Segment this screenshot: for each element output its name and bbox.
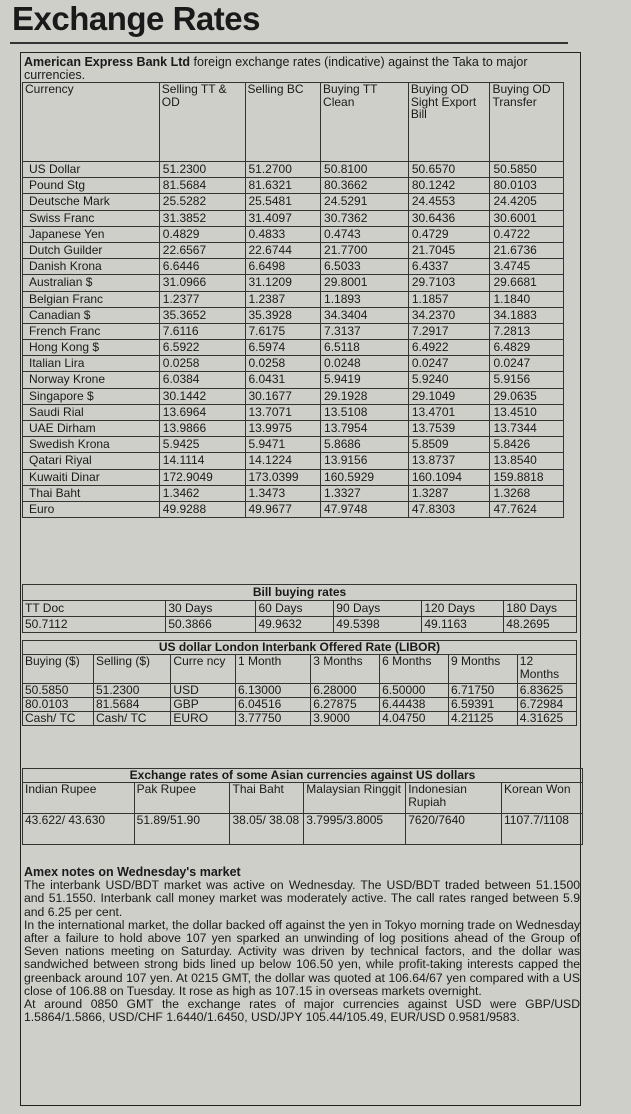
currency-name: UAE Dirham: [23, 421, 160, 437]
rate-value: 22.6744: [245, 242, 321, 258]
main-rates-table: [22, 82, 564, 518]
rate-value: 50.5850: [490, 162, 564, 178]
rate-value: 173.0399: [245, 469, 321, 485]
bank-name: American Express Bank Ltd: [24, 55, 191, 69]
rate-value: 51.2700: [245, 162, 321, 178]
bill-header: 60 Days: [256, 601, 334, 617]
bill-header: 180 Days: [504, 601, 577, 617]
libor-header: 3 Months: [311, 655, 380, 684]
rate-value: 13.7954: [321, 421, 409, 437]
rate-value: 13.4701: [408, 404, 490, 420]
rate-value: 34.2370: [408, 307, 490, 323]
notes-paragraph: At around 0850 GMT the exchange rates of major currencies against USD were GBP/USD 1.5864/1.5866, USD/CHF 1.6440/1.6450, USD/JPY 105.44/105.49, EUR/USD 0.9581/9583.: [24, 997, 580, 1025]
libor-header: 9 Months: [448, 655, 517, 684]
table-caption: [24, 56, 564, 82]
currency-name: Swiss Franc: [23, 210, 160, 226]
rate-value: 0.0258: [159, 356, 245, 372]
asian-header: Korean Won: [502, 783, 583, 814]
bill-buying-table: [22, 584, 577, 633]
currency-row: [23, 178, 564, 194]
asian-value: 3.7995/3.8005: [304, 814, 406, 845]
rate-value: 30.7362: [321, 210, 409, 226]
libor-header-row: [23, 655, 577, 684]
rate-value: 50.8100: [321, 162, 409, 178]
rate-value: 5.8686: [321, 437, 409, 453]
rate-value: 6.0384: [159, 372, 245, 388]
bill-header: 30 Days: [166, 601, 256, 617]
header-currency: Currency: [23, 83, 160, 162]
libor-value: 81.5684: [93, 698, 170, 712]
currency-name: Norway Krone: [23, 372, 160, 388]
currency-name: US Dollar: [23, 162, 160, 178]
libor-value: 6.50000: [380, 684, 449, 698]
libor-row: [23, 698, 577, 712]
rate-value: 49.9288: [159, 501, 245, 517]
bill-value: 50.7112: [23, 617, 166, 633]
currency-name: Dutch Guilder: [23, 242, 160, 258]
rate-value: 0.4743: [321, 226, 409, 242]
libor-value: 6.59391: [448, 698, 517, 712]
currency-row: [23, 194, 564, 210]
rate-value: 14.1224: [245, 453, 321, 469]
rate-value: 0.0247: [490, 356, 564, 372]
title-rule: [10, 42, 568, 44]
header-buying-od-transfer: Buying OD Transfer: [490, 83, 564, 162]
currency-name: Deutsche Mark: [23, 194, 160, 210]
rate-value: 80.0103: [490, 178, 564, 194]
rate-value: 5.9240: [408, 372, 490, 388]
rate-value: 1.2387: [245, 291, 321, 307]
bill-value: 50.3866: [166, 617, 256, 633]
bill-header-row: [23, 601, 577, 617]
rate-value: 25.5481: [245, 194, 321, 210]
rate-value: 49.9677: [245, 501, 321, 517]
libor-header: Selling ($): [93, 655, 170, 684]
rate-value: 6.5974: [245, 340, 321, 356]
rate-value: 5.9156: [490, 372, 564, 388]
rate-value: 7.2813: [490, 323, 564, 339]
rate-value: 1.1893: [321, 291, 409, 307]
currency-row: [23, 485, 564, 501]
currency-row: [23, 307, 564, 323]
rate-value: 0.0247: [408, 356, 490, 372]
rate-value: 31.0966: [159, 275, 245, 291]
rate-value: 31.3852: [159, 210, 245, 226]
currency-row: [23, 404, 564, 420]
currency-name: Euro: [23, 501, 160, 517]
asian-rates-table: [22, 768, 583, 845]
rate-value: 160.5929: [321, 469, 409, 485]
currency-name: Swedish Krona: [23, 437, 160, 453]
rate-value: 80.3662: [321, 178, 409, 194]
currency-name: Belgian Franc: [23, 291, 160, 307]
currency-row: [23, 275, 564, 291]
rate-value: 13.7344: [490, 421, 564, 437]
bill-value: 49.9632: [256, 617, 334, 633]
rate-value: 6.4922: [408, 340, 490, 356]
notes-title: Amex notes on Wednesday's market: [24, 865, 241, 879]
asian-value: 51.89/51.90: [134, 814, 230, 845]
asian-header: Thai Baht: [230, 783, 304, 814]
currency-row: [23, 226, 564, 242]
currency-row: [23, 437, 564, 453]
rate-value: 5.9471: [245, 437, 321, 453]
libor-value: 6.04516: [235, 698, 310, 712]
rate-value: 31.1209: [245, 275, 321, 291]
rate-value: 21.6736: [490, 242, 564, 258]
rate-value: 47.7624: [490, 501, 564, 517]
currency-name: Qatari Riyal: [23, 453, 160, 469]
libor-header: 6 Months: [380, 655, 449, 684]
currency-row: [23, 421, 564, 437]
libor-table: [22, 640, 577, 726]
currency-name: Thai Baht: [23, 485, 160, 501]
rate-value: 6.5033: [321, 259, 409, 275]
libor-header: 12 Months: [517, 655, 576, 684]
rate-value: 13.5108: [321, 404, 409, 420]
bill-buying-title: Bill buying rates: [23, 585, 577, 601]
currency-row: [23, 453, 564, 469]
asian-value-row: [23, 814, 583, 845]
rate-value: 29.1928: [321, 388, 409, 404]
currency-row: [23, 162, 564, 178]
bill-value: 48.2695: [504, 617, 577, 633]
currency-name: Danish Krona: [23, 259, 160, 275]
libor-value: 51.2300: [93, 684, 170, 698]
main-header-row: [23, 83, 564, 162]
rate-value: 35.3652: [159, 307, 245, 323]
libor-value: EURO: [171, 712, 236, 726]
rate-value: 1.3462: [159, 485, 245, 501]
libor-value: 6.28000: [311, 684, 380, 698]
libor-header: Buying ($): [23, 655, 94, 684]
caption-text: foreign exchange rates (indicative) against the Taka to major currencies.: [24, 55, 528, 82]
rate-value: 29.0635: [490, 388, 564, 404]
rate-value: 0.4833: [245, 226, 321, 242]
asian-value: 7620/7640: [406, 814, 502, 845]
rate-value: 7.6116: [159, 323, 245, 339]
currency-row: [23, 242, 564, 258]
asian-value: 1107.7/1108: [502, 814, 583, 845]
libor-value: 6.27875: [311, 698, 380, 712]
libor-row: [23, 712, 577, 726]
rate-value: 34.3404: [321, 307, 409, 323]
currency-name: Saudi Rial: [23, 404, 160, 420]
rate-value: 30.1677: [245, 388, 321, 404]
rate-value: 13.4510: [490, 404, 564, 420]
libor-value: USD: [171, 684, 236, 698]
libor-value: 3.77750: [235, 712, 310, 726]
rate-value: 14.1114: [159, 453, 245, 469]
rate-value: 6.6498: [245, 259, 321, 275]
rate-value: 1.1840: [490, 291, 564, 307]
rate-value: 13.7539: [408, 421, 490, 437]
rate-value: 35.3928: [245, 307, 321, 323]
rate-value: 159.8818: [490, 469, 564, 485]
rate-value: 29.6681: [490, 275, 564, 291]
currency-row: [23, 259, 564, 275]
bill-header: TT Doc: [23, 601, 166, 617]
currency-row: [23, 210, 564, 226]
libor-value: 4.31625: [517, 712, 576, 726]
currency-row: [23, 340, 564, 356]
notes-paragraph: In the international market, the dollar backed off against the yen in Tokyo morning trade on Wednesday after a failure to hold above 107 yen sparked an unwinding of log positions ahead of the Group of Seven nations meeting on Saturday. Activity was driven by technical factors, and the dollar was sandwiched between strong bids lined up below 106.50 yen, while profit-taking interests capped the greenback around 107 yen. At 0215 GMT, the dollar was quoted at 106.64/67 yen compared with a US close of 106.88 on Tuesday. It rose as high as 107.15 in overseas markets overnight.: [24, 917, 580, 998]
libor-value: 3.9000: [311, 712, 380, 726]
rate-value: 13.6964: [159, 404, 245, 420]
asian-header: Indonesian Rupiah: [406, 783, 502, 814]
bill-header: 90 Days: [334, 601, 422, 617]
rate-value: 5.8426: [490, 437, 564, 453]
rate-value: 24.5291: [321, 194, 409, 210]
rate-value: 0.0258: [245, 356, 321, 372]
libor-value: 6.71750: [448, 684, 517, 698]
rate-value: 29.8001: [321, 275, 409, 291]
header-buying-tt-clean: Buying TT Clean: [321, 83, 409, 162]
libor-value: GBP: [171, 698, 236, 712]
rate-value: 7.6175: [245, 323, 321, 339]
rate-value: 6.5118: [321, 340, 409, 356]
rate-value: 22.6567: [159, 242, 245, 258]
currency-name: Pound Stg: [23, 178, 160, 194]
rate-value: 13.9156: [321, 453, 409, 469]
libor-value: 50.5850: [23, 684, 94, 698]
libor-value: 6.44438: [380, 698, 449, 712]
asian-header: Indian Rupee: [23, 783, 135, 814]
currency-name: Kuwaiti Dinar: [23, 469, 160, 485]
bill-value: 49.1163: [422, 617, 504, 633]
rate-value: 30.1442: [159, 388, 245, 404]
libor-value: 6.13000: [235, 684, 310, 698]
rate-value: 5.8509: [408, 437, 490, 453]
currency-row: [23, 323, 564, 339]
notes-paragraph: The interbank USD/BDT market was active on Wednesday. The USD/BDT traded between 51.1500 and 51.1550. Interbank call money market was moderately active. The call rates ranged between 5.9 and 6.25 per cent.: [24, 878, 580, 919]
asian-value: 43.622/ 43.630: [23, 814, 135, 845]
currency-name: Italian Lira: [23, 356, 160, 372]
rate-value: 24.4553: [408, 194, 490, 210]
asian-value: 38.05/ 38.08: [230, 814, 304, 845]
bill-value: 49.5398: [334, 617, 422, 633]
libor-value: 4.21125: [448, 712, 517, 726]
currency-row: [23, 356, 564, 372]
currency-name: Hong Kong $: [23, 340, 160, 356]
rate-value: 6.6446: [159, 259, 245, 275]
libor-value: Cash/ TC: [23, 712, 94, 726]
rate-value: 31.4097: [245, 210, 321, 226]
libor-value: Cash/ TC: [93, 712, 170, 726]
rate-value: 80.1242: [408, 178, 490, 194]
rate-value: 13.8540: [490, 453, 564, 469]
currency-row: [23, 388, 564, 404]
rate-value: 5.9425: [159, 437, 245, 453]
header-buying-od-sight: Buying OD Sight Export Bill: [408, 83, 490, 162]
asian-header: Malaysian Ringgit: [304, 783, 406, 814]
rate-value: 172.9049: [159, 469, 245, 485]
libor-header: 1 Month: [235, 655, 310, 684]
rate-value: 13.8737: [408, 453, 490, 469]
currency-name: French Franc: [23, 323, 160, 339]
rate-value: 0.4829: [159, 226, 245, 242]
rate-value: 6.4829: [490, 340, 564, 356]
currency-name: Canadian $: [23, 307, 160, 323]
rate-value: 29.7103: [408, 275, 490, 291]
rate-value: 50.6570: [408, 162, 490, 178]
rate-value: 1.3268: [490, 485, 564, 501]
rate-value: 3.4745: [490, 259, 564, 275]
rate-value: 81.6321: [245, 178, 321, 194]
asian-header-row: [23, 783, 583, 814]
rate-value: 34.1883: [490, 307, 564, 323]
rate-value: 13.7071: [245, 404, 321, 420]
rate-value: 47.9748: [321, 501, 409, 517]
rate-value: 30.6001: [490, 210, 564, 226]
rate-value: 6.5922: [159, 340, 245, 356]
libor-value: 6.72984: [517, 698, 576, 712]
rate-value: 1.2377: [159, 291, 245, 307]
rate-value: 13.9975: [245, 421, 321, 437]
currency-row: [23, 291, 564, 307]
libor-title: US dollar London Interbank Offered Rate (LIBOR): [23, 641, 577, 655]
rate-value: 0.4729: [408, 226, 490, 242]
rate-value: 13.9866: [159, 421, 245, 437]
rate-value: 21.7045: [408, 242, 490, 258]
currency-row: [23, 501, 564, 517]
rate-value: 7.3137: [321, 323, 409, 339]
asian-title: Exchange rates of some Asian currencies against US dollars: [23, 769, 583, 783]
rate-value: 0.0248: [321, 356, 409, 372]
page-title: Exchange Rates: [12, 0, 260, 37]
rate-value: 160.1094: [408, 469, 490, 485]
rate-value: 30.6436: [408, 210, 490, 226]
rate-value: 81.5684: [159, 178, 245, 194]
rate-value: 6.0431: [245, 372, 321, 388]
rate-value: 25.5282: [159, 194, 245, 210]
header-selling-tt-od: Selling TT & OD: [159, 83, 245, 162]
rate-value: 21.7700: [321, 242, 409, 258]
rate-value: 1.3327: [321, 485, 409, 501]
market-notes: [24, 866, 580, 1024]
rate-value: 7.2917: [408, 323, 490, 339]
rate-value: 29.1049: [408, 388, 490, 404]
currency-name: Australian $: [23, 275, 160, 291]
libor-value: 4.04750: [380, 712, 449, 726]
rate-value: 24.4205: [490, 194, 564, 210]
currency-row: [23, 372, 564, 388]
rate-value: 5.9419: [321, 372, 409, 388]
rate-value: 6.4337: [408, 259, 490, 275]
libor-value: 80.0103: [23, 698, 94, 712]
asian-header: Pak Rupee: [134, 783, 230, 814]
rate-value: 0.4722: [490, 226, 564, 242]
currency-name: Japanese Yen: [23, 226, 160, 242]
libor-header: Curre ncy: [171, 655, 236, 684]
rate-value: 1.3473: [245, 485, 321, 501]
libor-value: 6.83625: [517, 684, 576, 698]
bill-header: 120 Days: [422, 601, 504, 617]
bill-value-row: [23, 617, 577, 633]
header-selling-bc: Selling BC: [245, 83, 321, 162]
rate-value: 51.2300: [159, 162, 245, 178]
libor-row: [23, 684, 577, 698]
rate-value: 1.1857: [408, 291, 490, 307]
rate-value: 47.8303: [408, 501, 490, 517]
currency-name: Singapore $: [23, 388, 160, 404]
rate-value: 1.3287: [408, 485, 490, 501]
currency-row: [23, 469, 564, 485]
